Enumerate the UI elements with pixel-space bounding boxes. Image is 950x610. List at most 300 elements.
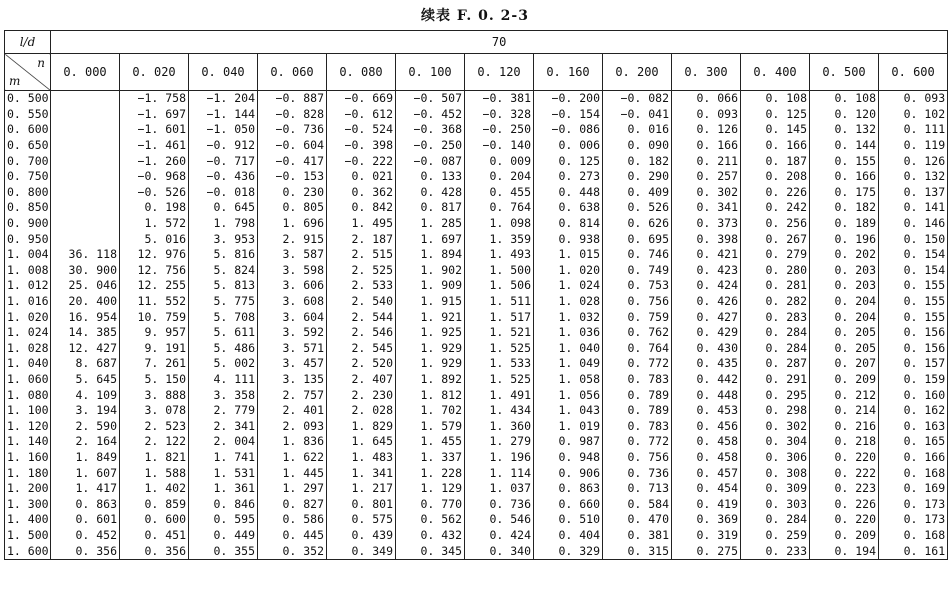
value-cell: −1. 461 <box>120 138 189 154</box>
value-cell: 1. 607 <box>51 465 120 481</box>
value-cell: −1. 050 <box>189 122 258 138</box>
value-cell: 0. 801 <box>327 496 396 512</box>
value-cell: 0. 429 <box>672 325 741 341</box>
m-value-cell: 0. 650 <box>5 138 51 154</box>
value-cell: 3. 608 <box>258 294 327 310</box>
table-row <box>5 387 948 403</box>
value-cell: 0. 150 <box>879 231 948 247</box>
value-cell: 0. 280 <box>741 263 810 279</box>
n-header-cell: 0. 160 <box>534 54 603 91</box>
value-cell: 0. 295 <box>741 387 810 403</box>
value-cell: 1. 341 <box>327 465 396 481</box>
value-cell: 0. 173 <box>879 512 948 528</box>
value-cell: 0. 430 <box>672 341 741 357</box>
value-cell: 9. 957 <box>120 325 189 341</box>
value-cell: 0. 187 <box>741 153 810 169</box>
value-cell: 5. 150 <box>120 372 189 388</box>
table-row <box>5 372 948 388</box>
value-cell: 1. 483 <box>327 450 396 466</box>
header-row-ld <box>5 31 948 54</box>
value-cell: 0. 182 <box>810 200 879 216</box>
value-cell: 1. 285 <box>396 216 465 232</box>
value-cell: 3. 587 <box>258 247 327 263</box>
m-value-cell: 1. 080 <box>5 387 51 403</box>
value-cell: 0. 021 <box>327 169 396 185</box>
value-cell: 1. 098 <box>465 216 534 232</box>
table-row <box>5 356 948 372</box>
value-cell: 1. 622 <box>258 450 327 466</box>
table-row <box>5 91 948 107</box>
value-cell: 1. 921 <box>396 309 465 325</box>
value-cell: 1. 040 <box>534 341 603 357</box>
value-cell: 1. 036 <box>534 325 603 341</box>
value-cell: 0. 319 <box>672 528 741 544</box>
value-cell: 0. 275 <box>672 543 741 559</box>
value-cell: 1. 019 <box>534 418 603 434</box>
table-row <box>5 216 948 232</box>
value-cell: 0. 736 <box>465 496 534 512</box>
value-cell: 0. 230 <box>258 185 327 201</box>
value-cell: 14. 385 <box>51 325 120 341</box>
n-header-cell: 0. 060 <box>258 54 327 91</box>
value-cell: −0. 398 <box>327 138 396 154</box>
value-cell: 2. 407 <box>327 372 396 388</box>
value-cell: 12. 756 <box>120 263 189 279</box>
value-cell: 0. 279 <box>741 247 810 263</box>
value-cell: 0. 166 <box>741 138 810 154</box>
corner-cell <box>5 54 51 91</box>
value-cell: 0. 169 <box>879 481 948 497</box>
value-cell: 3. 194 <box>51 403 120 419</box>
m-value-cell: 1. 012 <box>5 278 51 294</box>
table-row <box>5 496 948 512</box>
value-cell: 0. 759 <box>603 309 672 325</box>
value-cell: 0. 205 <box>810 341 879 357</box>
value-cell: −0. 669 <box>327 91 396 107</box>
value-cell: 0. 859 <box>120 496 189 512</box>
value-cell: 0. 783 <box>603 418 672 434</box>
value-cell: 2. 164 <box>51 434 120 450</box>
n-header-cell: 0. 500 <box>810 54 879 91</box>
value-cell: 0. 242 <box>741 200 810 216</box>
value-cell: 0. 595 <box>189 512 258 528</box>
value-cell: 0. 209 <box>810 528 879 544</box>
value-cell: −0. 041 <box>603 107 672 123</box>
value-cell: 0. 762 <box>603 325 672 341</box>
table-row <box>5 450 948 466</box>
value-cell: 1. 495 <box>327 216 396 232</box>
n-header-cell: 0. 120 <box>465 54 534 91</box>
value-cell: 0. 457 <box>672 465 741 481</box>
m-value-cell: 1. 060 <box>5 372 51 388</box>
m-value-cell: 1. 200 <box>5 481 51 497</box>
value-cell: −0. 612 <box>327 107 396 123</box>
value-cell: 0. 157 <box>879 356 948 372</box>
m-value-cell: 0. 700 <box>5 153 51 169</box>
value-cell: 0. 298 <box>741 403 810 419</box>
value-cell: 0. 226 <box>810 496 879 512</box>
m-axis-label: m <box>9 74 21 88</box>
table-row <box>5 403 948 419</box>
value-cell: 0. 267 <box>741 231 810 247</box>
value-cell: −0. 436 <box>189 169 258 185</box>
value-cell: 0. 090 <box>603 138 672 154</box>
value-cell: 1. 645 <box>327 434 396 450</box>
value-cell: 0. 159 <box>879 372 948 388</box>
value-cell: 0. 329 <box>534 543 603 559</box>
value-cell: 0. 756 <box>603 450 672 466</box>
value-cell: 1. 455 <box>396 434 465 450</box>
value-cell <box>51 122 120 138</box>
value-cell: 0. 345 <box>396 543 465 559</box>
value-cell: 1. 361 <box>189 481 258 497</box>
value-cell: 0. 454 <box>672 481 741 497</box>
value-cell: −1. 697 <box>120 107 189 123</box>
value-cell: −0. 526 <box>120 185 189 201</box>
value-cell: 0. 455 <box>465 185 534 201</box>
value-cell: 0. 283 <box>741 309 810 325</box>
value-cell: 1. 445 <box>258 465 327 481</box>
n-header-cell: 0. 400 <box>741 54 810 91</box>
value-cell: 0. 404 <box>534 528 603 544</box>
m-value-cell: 1. 400 <box>5 512 51 528</box>
value-cell: 1. 521 <box>465 325 534 341</box>
value-cell: 1. 359 <box>465 231 534 247</box>
value-cell: 0. 309 <box>741 481 810 497</box>
value-cell: 0. 226 <box>741 185 810 201</box>
value-cell: 1. 020 <box>534 263 603 279</box>
value-cell: 0. 209 <box>810 372 879 388</box>
value-cell: 3. 953 <box>189 231 258 247</box>
n-axis-label: n <box>37 56 45 70</box>
m-value-cell: 1. 160 <box>5 450 51 466</box>
value-cell: 1. 812 <box>396 387 465 403</box>
value-cell: 2. 122 <box>120 434 189 450</box>
value-cell: 0. 695 <box>603 231 672 247</box>
value-cell: −1. 601 <box>120 122 189 138</box>
m-value-cell: 1. 500 <box>5 528 51 544</box>
n-header-cell: 0. 080 <box>327 54 396 91</box>
value-cell: 1. 049 <box>534 356 603 372</box>
value-cell: 0. 863 <box>51 496 120 512</box>
value-cell: 0. 355 <box>189 543 258 559</box>
value-cell: 0. 132 <box>879 169 948 185</box>
value-cell: 12. 976 <box>120 247 189 263</box>
value-cell: 1. 337 <box>396 450 465 466</box>
value-cell: 0. 451 <box>120 528 189 544</box>
value-cell: 0. 168 <box>879 465 948 481</box>
value-cell: 0. 526 <box>603 200 672 216</box>
value-cell: 0. 108 <box>741 91 810 107</box>
value-cell <box>51 153 120 169</box>
value-cell: 0. 194 <box>810 543 879 559</box>
value-cell: −0. 604 <box>258 138 327 154</box>
value-cell: 0. 284 <box>741 512 810 528</box>
value-cell: 1. 531 <box>189 465 258 481</box>
value-cell: 0. 166 <box>879 450 948 466</box>
value-cell: 0. 120 <box>810 107 879 123</box>
value-cell: −0. 250 <box>396 138 465 154</box>
value-cell: 1. 196 <box>465 450 534 466</box>
value-cell: 0. 220 <box>810 512 879 528</box>
value-cell: 0. 453 <box>672 403 741 419</box>
value-cell: −0. 887 <box>258 91 327 107</box>
coefficient-table <box>4 30 948 560</box>
value-cell: 0. 259 <box>741 528 810 544</box>
value-cell: 10. 759 <box>120 309 189 325</box>
value-cell: 5. 816 <box>189 247 258 263</box>
value-cell: 0. 137 <box>879 185 948 201</box>
value-cell: 0. 282 <box>741 294 810 310</box>
value-cell: 2. 523 <box>120 418 189 434</box>
table-row <box>5 341 948 357</box>
value-cell: 0. 442 <box>672 372 741 388</box>
value-cell: 0. 987 <box>534 434 603 450</box>
table-row <box>5 434 948 450</box>
value-cell: 16. 954 <box>51 309 120 325</box>
value-cell: 3. 358 <box>189 387 258 403</box>
value-cell: 0. 340 <box>465 543 534 559</box>
value-cell: 0. 445 <box>258 528 327 544</box>
value-cell: 1. 517 <box>465 309 534 325</box>
value-cell: 1. 297 <box>258 481 327 497</box>
value-cell: 0. 273 <box>534 169 603 185</box>
m-value-cell: 0. 900 <box>5 216 51 232</box>
value-cell: 1. 798 <box>189 216 258 232</box>
value-cell: 0. 291 <box>741 372 810 388</box>
value-cell: 0. 584 <box>603 496 672 512</box>
value-cell: 0. 308 <box>741 465 810 481</box>
value-cell: 5. 016 <box>120 231 189 247</box>
value-cell: 4. 109 <box>51 387 120 403</box>
n-header-cell: 0. 000 <box>51 54 120 91</box>
value-cell: 0. 600 <box>120 512 189 528</box>
value-cell: 2. 004 <box>189 434 258 450</box>
value-cell: 0. 601 <box>51 512 120 528</box>
value-cell: 0. 303 <box>741 496 810 512</box>
value-cell: 0. 817 <box>396 200 465 216</box>
value-cell: 0. 154 <box>879 247 948 263</box>
value-cell: 1. 506 <box>465 278 534 294</box>
value-cell: 0. 439 <box>327 528 396 544</box>
value-cell: 0. 770 <box>396 496 465 512</box>
table-row <box>5 418 948 434</box>
value-cell: −0. 524 <box>327 122 396 138</box>
value-cell: 1. 741 <box>189 450 258 466</box>
value-cell: 0. 009 <box>465 153 534 169</box>
value-cell: 0. 154 <box>879 263 948 279</box>
m-value-cell: 1. 180 <box>5 465 51 481</box>
table-row <box>5 122 948 138</box>
value-cell: 1. 929 <box>396 356 465 372</box>
value-cell: 0. 302 <box>741 418 810 434</box>
value-cell: 0. 126 <box>672 122 741 138</box>
value-cell: 0. 108 <box>810 91 879 107</box>
value-cell: 8. 687 <box>51 356 120 372</box>
value-cell: 0. 066 <box>672 91 741 107</box>
value-cell: −0. 082 <box>603 91 672 107</box>
value-cell: 0. 362 <box>327 185 396 201</box>
value-cell: 1. 829 <box>327 418 396 434</box>
value-cell: 5. 708 <box>189 309 258 325</box>
value-cell: 0. 102 <box>879 107 948 123</box>
value-cell: 2. 520 <box>327 356 396 372</box>
table-row <box>5 263 948 279</box>
value-cell: 5. 775 <box>189 294 258 310</box>
value-cell: 0. 161 <box>879 543 948 559</box>
table-row <box>5 294 948 310</box>
value-cell: 1. 702 <box>396 403 465 419</box>
value-cell: −0. 968 <box>120 169 189 185</box>
value-cell: 0. 093 <box>672 107 741 123</box>
value-cell: −1. 204 <box>189 91 258 107</box>
value-cell: 0. 349 <box>327 543 396 559</box>
value-cell: 0. 846 <box>189 496 258 512</box>
value-cell: 0. 165 <box>879 434 948 450</box>
value-cell: 30. 900 <box>51 263 120 279</box>
value-cell: 0. 756 <box>603 294 672 310</box>
value-cell: 0. 146 <box>879 216 948 232</box>
value-cell: 0. 428 <box>396 185 465 201</box>
value-cell: 0. 284 <box>741 341 810 357</box>
value-cell: −0. 912 <box>189 138 258 154</box>
value-cell: 0. 281 <box>741 278 810 294</box>
value-cell: 0. 948 <box>534 450 603 466</box>
value-cell: 0. 789 <box>603 387 672 403</box>
value-cell: 1. 491 <box>465 387 534 403</box>
value-cell: 2. 093 <box>258 418 327 434</box>
value-cell: −0. 328 <box>465 107 534 123</box>
value-cell: 5. 813 <box>189 278 258 294</box>
value-cell: 0. 449 <box>189 528 258 544</box>
value-cell: 0. 222 <box>810 465 879 481</box>
value-cell: 0. 156 <box>879 341 948 357</box>
table-row <box>5 465 948 481</box>
value-cell: 2. 533 <box>327 278 396 294</box>
value-cell: 0. 458 <box>672 434 741 450</box>
value-cell: 0. 306 <box>741 450 810 466</box>
value-cell: 0. 369 <box>672 512 741 528</box>
value-cell: 5. 824 <box>189 263 258 279</box>
value-cell: 1. 909 <box>396 278 465 294</box>
m-value-cell: 1. 040 <box>5 356 51 372</box>
value-cell: 0. 145 <box>741 122 810 138</box>
value-cell: 3. 078 <box>120 403 189 419</box>
table-row <box>5 231 948 247</box>
value-cell: 0. 458 <box>672 450 741 466</box>
m-value-cell: 0. 800 <box>5 185 51 201</box>
value-cell: 1. 279 <box>465 434 534 450</box>
table-row <box>5 309 948 325</box>
value-cell: 1. 043 <box>534 403 603 419</box>
m-value-cell: 1. 028 <box>5 341 51 357</box>
value-cell: 1. 929 <box>396 341 465 357</box>
value-cell: −0. 828 <box>258 107 327 123</box>
ld-label: l/d <box>5 31 51 54</box>
value-cell: 1. 228 <box>396 465 465 481</box>
m-value-cell: 1. 004 <box>5 247 51 263</box>
value-cell: 0. 284 <box>741 325 810 341</box>
value-cell: 0. 223 <box>810 481 879 497</box>
value-cell: 0. 805 <box>258 200 327 216</box>
value-cell: 0. 155 <box>879 278 948 294</box>
n-header-cell: 0. 020 <box>120 54 189 91</box>
header-row-n <box>5 54 948 91</box>
value-cell: 0. 424 <box>672 278 741 294</box>
n-header-cell: 0. 600 <box>879 54 948 91</box>
table-row <box>5 185 948 201</box>
value-cell: 2. 341 <box>189 418 258 434</box>
value-cell: 0. 166 <box>810 169 879 185</box>
table-row <box>5 512 948 528</box>
value-cell: 1. 129 <box>396 481 465 497</box>
value-cell: 0. 141 <box>879 200 948 216</box>
value-cell: 0. 660 <box>534 496 603 512</box>
value-cell: 3. 888 <box>120 387 189 403</box>
value-cell: 0. 204 <box>465 169 534 185</box>
value-cell <box>51 200 120 216</box>
table-row <box>5 543 948 559</box>
value-cell: 0. 168 <box>879 528 948 544</box>
value-cell: −0. 736 <box>258 122 327 138</box>
value-cell: 0. 173 <box>879 496 948 512</box>
table-row <box>5 325 948 341</box>
table-row <box>5 107 948 123</box>
m-value-cell: 0. 600 <box>5 122 51 138</box>
value-cell: 1. 836 <box>258 434 327 450</box>
value-cell: 3. 598 <box>258 263 327 279</box>
value-cell <box>51 91 120 107</box>
value-cell: 0. 205 <box>810 325 879 341</box>
value-cell: 0. 315 <box>603 543 672 559</box>
value-cell: 0. 214 <box>810 403 879 419</box>
value-cell: 0. 257 <box>672 169 741 185</box>
value-cell: 1. 579 <box>396 418 465 434</box>
value-cell: −1. 260 <box>120 153 189 169</box>
value-cell: 1. 533 <box>465 356 534 372</box>
value-cell: 0. 423 <box>672 263 741 279</box>
value-cell: 1. 032 <box>534 309 603 325</box>
value-cell: 0. 287 <box>741 356 810 372</box>
table-row <box>5 153 948 169</box>
m-value-cell: 1. 024 <box>5 325 51 341</box>
value-cell: 0. 162 <box>879 403 948 419</box>
value-cell: 0. 749 <box>603 263 672 279</box>
value-cell: 0. 132 <box>810 122 879 138</box>
value-cell: 0. 764 <box>603 341 672 357</box>
value-cell: 0. 626 <box>603 216 672 232</box>
value-cell: 0. 160 <box>879 387 948 403</box>
n-header-cell: 0. 200 <box>603 54 672 91</box>
value-cell: 0. 302 <box>672 185 741 201</box>
value-cell <box>51 216 120 232</box>
value-cell: 0. 202 <box>810 247 879 263</box>
value-cell: 0. 736 <box>603 465 672 481</box>
value-cell: 0. 093 <box>879 91 948 107</box>
value-cell: 3. 592 <box>258 325 327 341</box>
value-cell: 0. 746 <box>603 247 672 263</box>
value-cell: 0. 448 <box>672 387 741 403</box>
value-cell: 0. 125 <box>741 107 810 123</box>
table-title: 续表 F. 0. 2-3 <box>421 8 529 24</box>
value-cell: −0. 222 <box>327 153 396 169</box>
value-cell: 0. 381 <box>603 528 672 544</box>
value-cell <box>51 231 120 247</box>
value-cell: 0. 426 <box>672 294 741 310</box>
value-cell: 1. 417 <box>51 481 120 497</box>
value-cell: 4. 111 <box>189 372 258 388</box>
value-cell: 7. 261 <box>120 356 189 372</box>
